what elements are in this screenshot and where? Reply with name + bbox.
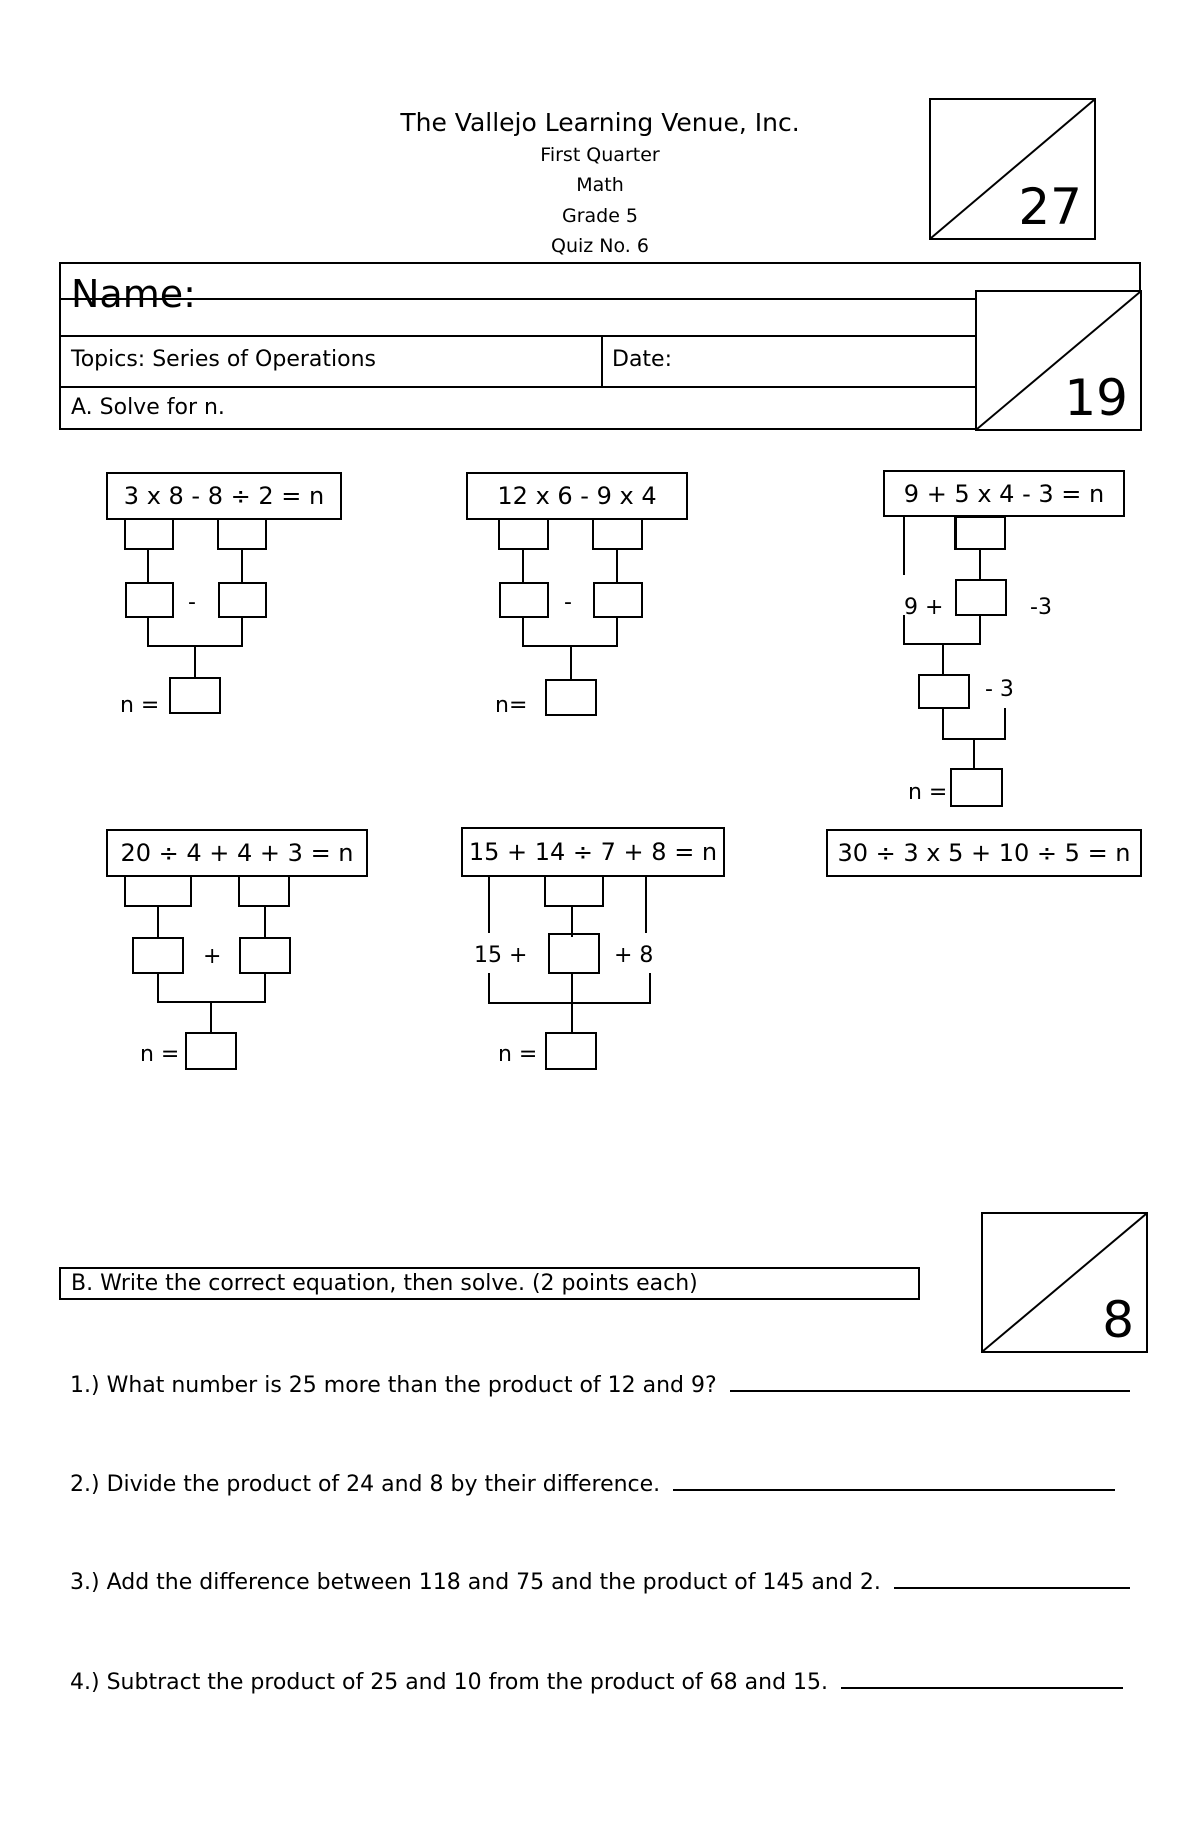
section-a-label: A. Solve for n.: [71, 395, 225, 420]
problem-3-step1-left: 9 +: [904, 595, 944, 620]
problem-4-n-label: n =: [140, 1042, 180, 1067]
problem-5-equation: 15 + 14 ÷ 7 + 8 = n: [461, 827, 725, 877]
problem-2-equation: 12 x 6 - 9 x 4: [466, 472, 688, 520]
question-1: [70, 1373, 1130, 1398]
quiz-label: Quiz No. 6: [551, 235, 649, 257]
part-a-score: 19: [1064, 369, 1128, 427]
problem-4-answer-box-left[interactable]: [132, 937, 184, 974]
problem-4-answer-box-right[interactable]: [239, 937, 291, 974]
problem-4-operator: +: [203, 944, 222, 969]
subject-label: Math: [576, 174, 624, 196]
problem-6-equation: 30 ÷ 3 x 5 + 10 ÷ 5 = n: [826, 829, 1142, 877]
problem-5-n-label: n =: [498, 1042, 538, 1067]
question-2-answer-line[interactable]: [673, 1489, 1115, 1491]
question-4-text: 4.) Subtract the product of 25 and 10 from the product of 68 and 15.: [70, 1670, 829, 1695]
part-b-score-box: [981, 1212, 1148, 1353]
problem-3-step2-right: - 3: [985, 677, 1014, 702]
question-3: [70, 1570, 1130, 1595]
question-2: [70, 1472, 1115, 1497]
problem-1-n-box[interactable]: [169, 677, 221, 714]
problem-2-answer-box-right[interactable]: [593, 582, 643, 618]
question-1-text: 1.) What number is 25 more than the product of 12 and 9?: [70, 1373, 717, 1398]
problem-1-answer-box-left[interactable]: [125, 582, 174, 618]
problem-4-equation: 20 ÷ 4 + 4 + 3 = n: [106, 829, 368, 877]
question-3-text: 3.) Add the difference between 118 and 75 and the product of 145 and 2.: [70, 1570, 881, 1595]
problem-1-answer-box-right[interactable]: [218, 582, 267, 618]
problem-5-right: + 8: [614, 943, 654, 968]
problem-2-n-box[interactable]: [545, 679, 597, 716]
date-label: Date:: [612, 347, 672, 372]
question-4-answer-line[interactable]: [841, 1687, 1123, 1689]
problem-1-n-label: n =: [120, 693, 160, 718]
problem-3-step1-right: -3: [1030, 595, 1052, 620]
section-b-title: B. Write the correct equation, then solve. (2 points each): [59, 1267, 920, 1300]
problem-1-equation: 3 x 8 - 8 ÷ 2 = n: [106, 472, 342, 520]
problem-2-n-label: n=: [495, 693, 528, 718]
quarter-label: First Quarter: [540, 144, 660, 166]
problem-5-answer-box[interactable]: [548, 933, 600, 974]
problem-3-n-label: n =: [908, 780, 948, 805]
school-name: The Vallejo Learning Venue, Inc.: [400, 108, 800, 137]
problem-3-answer-box-low[interactable]: [918, 674, 970, 709]
problem-5-left: 15 +: [474, 943, 528, 968]
problem-3-answer-box-top[interactable]: [955, 516, 1006, 550]
total-score: 27: [1018, 178, 1082, 236]
problem-3-equation: 9 + 5 x 4 - 3 = n: [883, 470, 1125, 517]
part-b-score: 8: [1102, 1291, 1134, 1349]
problem-4-n-box[interactable]: [185, 1032, 237, 1070]
problem-5-n-box[interactable]: [545, 1032, 597, 1070]
problem-3-n-box[interactable]: [950, 768, 1003, 807]
problem-2-operator: -: [564, 590, 572, 615]
question-1-answer-line[interactable]: [730, 1390, 1130, 1392]
question-3-answer-line[interactable]: [894, 1587, 1130, 1589]
grade-label: Grade 5: [561, 205, 639, 227]
question-2-text: 2.) Divide the product of 24 and 8 by their difference.: [70, 1472, 661, 1497]
name-label: Name:: [71, 272, 196, 316]
topics-label: Topics: Series of Operations: [71, 347, 376, 372]
problem-3-answer-box-mid[interactable]: [955, 579, 1007, 616]
question-4: [70, 1670, 1123, 1695]
problem-2-answer-box-left[interactable]: [499, 582, 549, 618]
problem-1-operator: -: [188, 590, 196, 615]
